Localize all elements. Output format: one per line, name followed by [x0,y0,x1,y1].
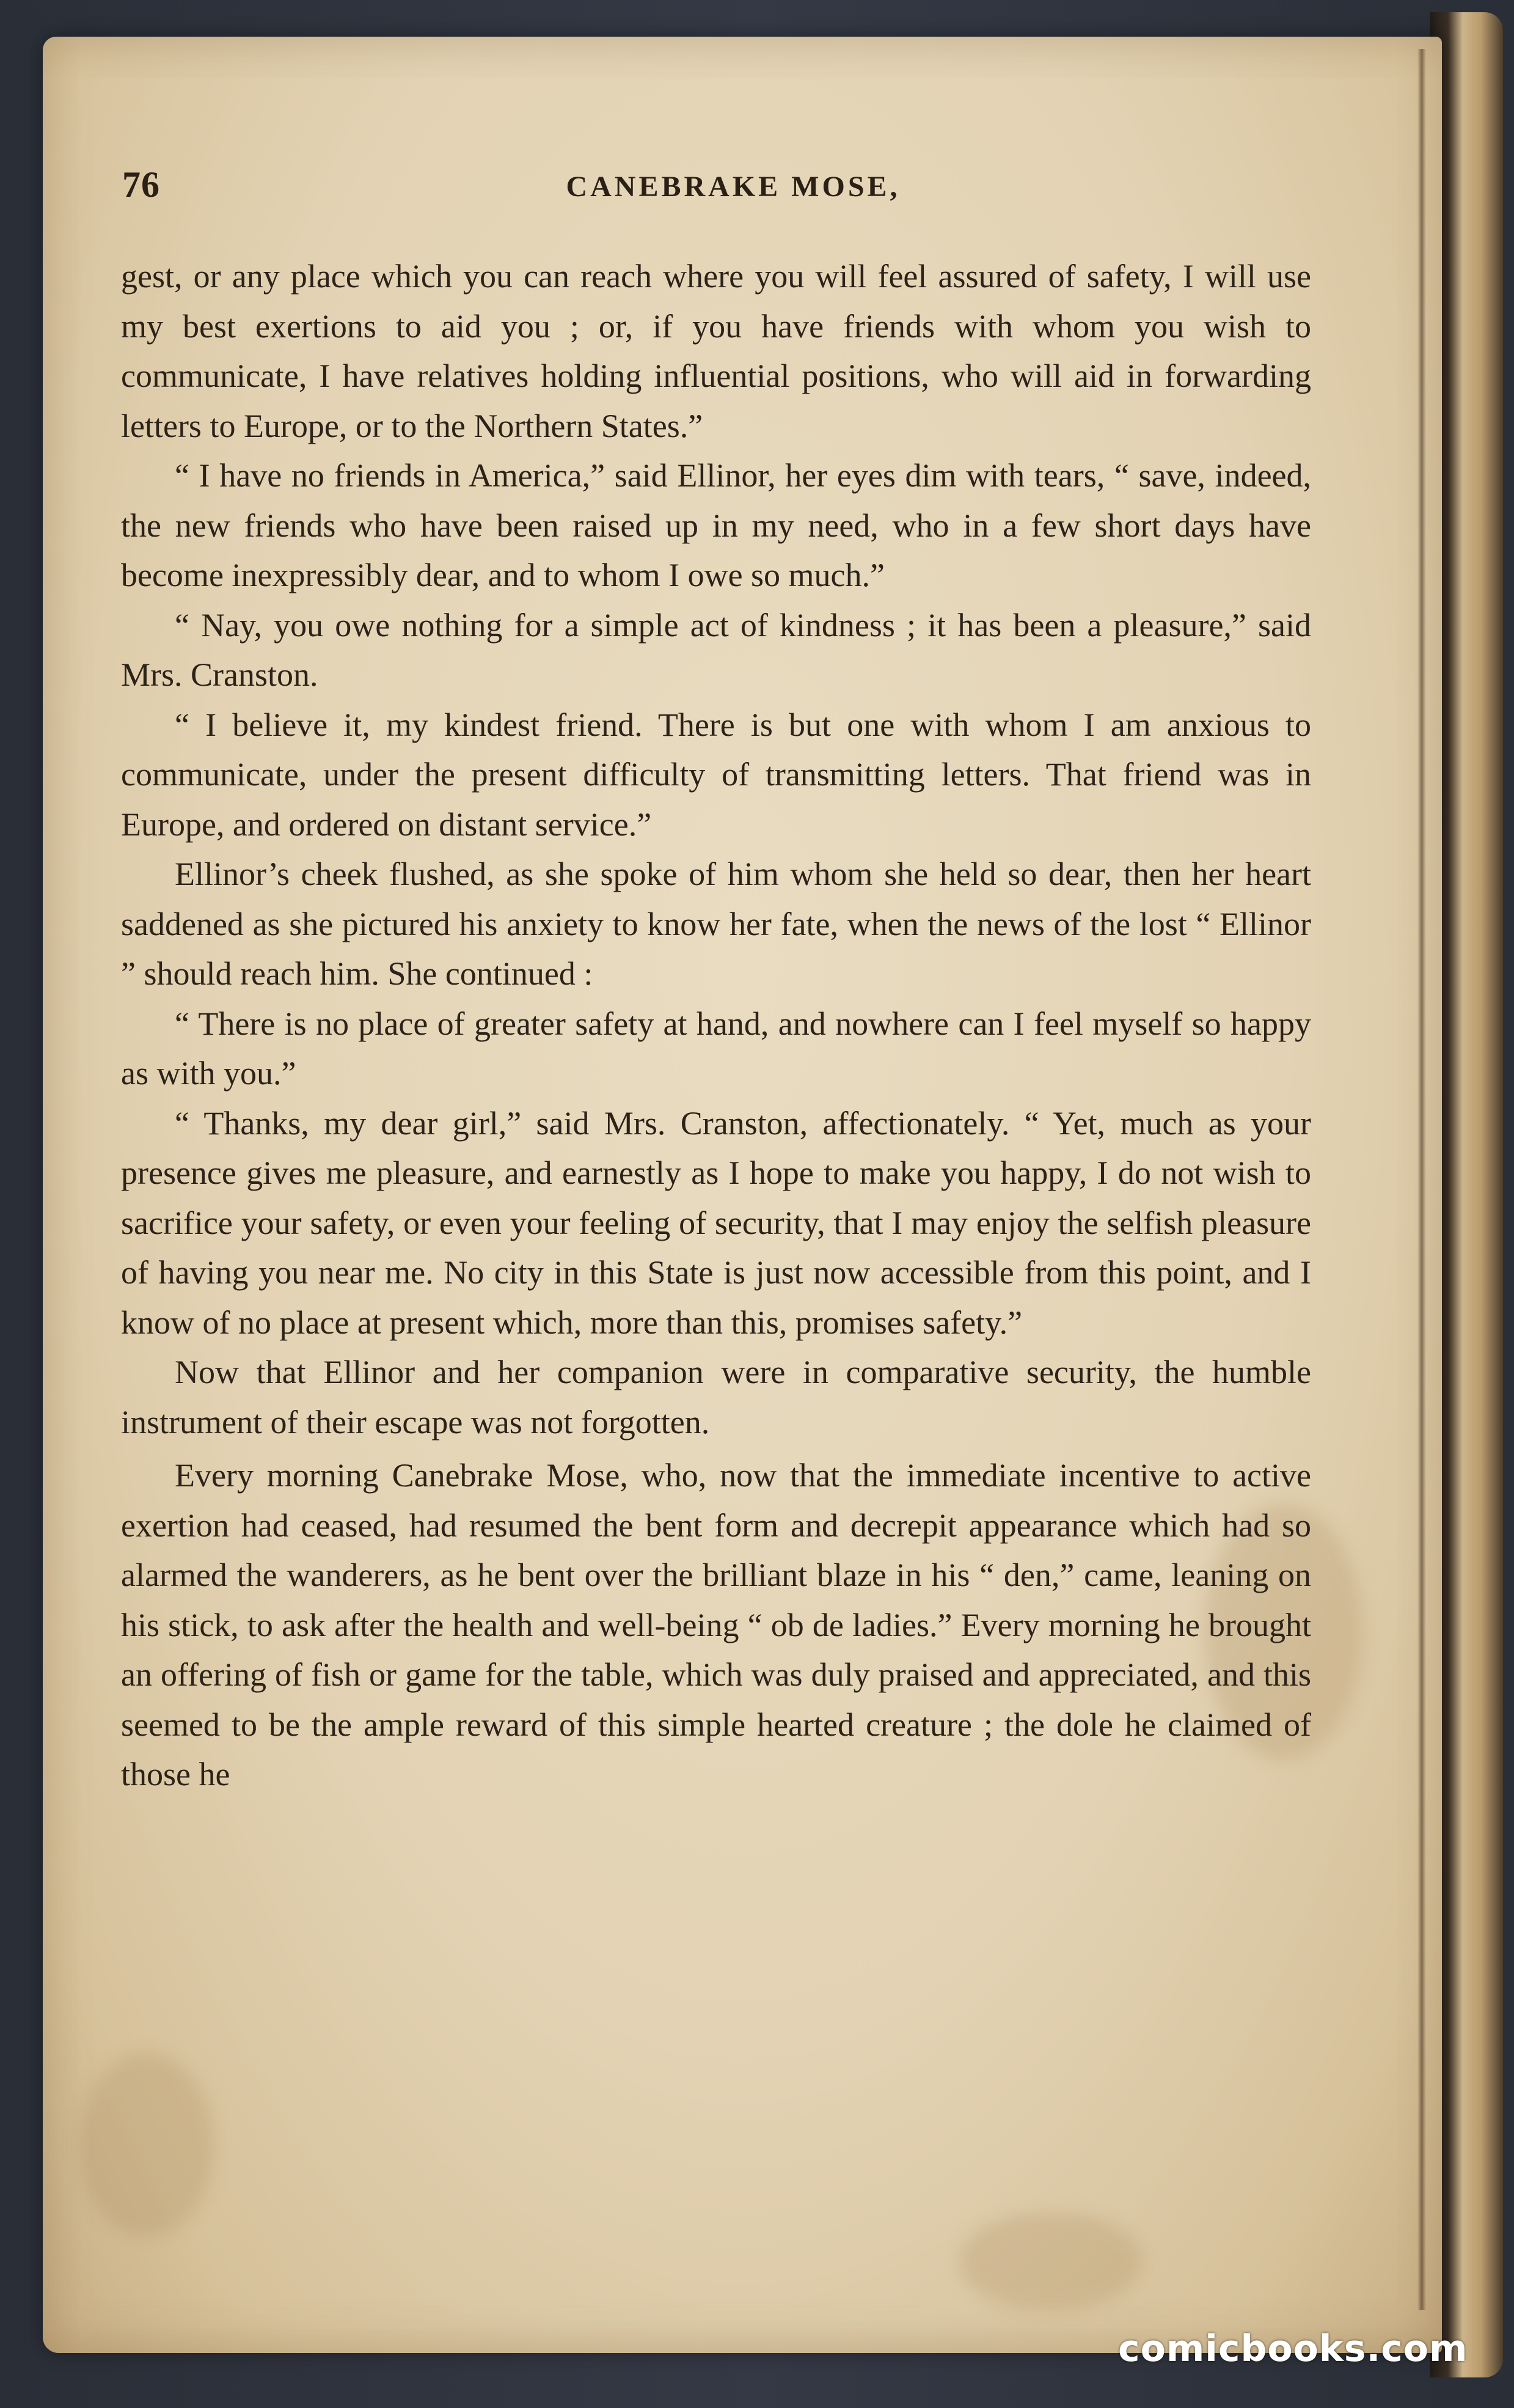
paragraph: “ Thanks, my dear girl,” said Mrs. Cranston, affectionately. “ Yet, much as your presence gives me pleasure, and earnestly as I hope to make you happy, I do not wish to sacrifice your safety, or even your feeling of security, that I may enjoy the selfish pleasure of having you near me. No city in this State is just now accessible from this point, and I know of no place at present which, more than this, promises safety.” [121,1104,1311,1341]
running-head: CANEBRAKE MOSE, [566,171,901,203]
watermark: comicbooks.com [1118,2327,1468,2370]
page-number: 76 [122,164,160,205]
paragraph: Ellinor’s cheek flushed, as she spoke of him whom she held so dear, then her heart saddened as she pictured his anxiety to know her fate, when the news of the lost “ Ellinor ” should reach him. She continued : [121,856,1311,992]
paragraph: “ There is no place of greater safety at hand, and nowhere can I feel myself so happy as with you.” [121,1005,1311,1092]
body-text [121,252,1311,1800]
paragraph: “ I have no friends in America,” said Ellinor, her eyes dim with tears, “ save, indeed, the new friends who have been raised up in my need, who in a few short days have become inexpressibly dear, and to whom I owe so much.” [121,457,1311,593]
paper-stain [959,2212,1143,2310]
paragraph: Now that Ellinor and her companion were in comparative security, the humble instrument of their escape was not forgotten. [121,1354,1311,1441]
paragraph: “ Nay, you owe nothing for a simple act of kindness ; it has been a pleasure,” said Mrs. Cranston. [121,606,1311,693]
page-header [122,164,1344,213]
paragraph: “ I believe it, my kindest friend. There is but one with whom I am anxious to communicate, under the present difficulty of transmitting letters. That friend was in Europe, and ordered on distant service.” [121,706,1311,843]
paragraph: gest, or any place which you can reach where you will feel assured of safety, I will use my best exertions to aid you ; or, if you have friends with whom you wish to communicate, I have relatives holding influential positions, who will aid in forwarding letters to Europe, or to the Northern States.” [121,258,1311,444]
paper-stain [79,2054,214,2237]
paragraph: Every morning Canebrake Mose, who, now that the immediate incentive to active exertion had ceased, had resumed the bent form and decrepit appearance which had so alarmed the wanderers, as he bent over the brilliant blaze in his “ den,” came, leaning on his stick, to ask after the health and well-being “ ob de ladies.” Every morning he brought an offering of fish or game for the table, which was duly praised and appreciated, and this seemed to be the ample reward of this simple hearted creature ; the dole he claimed of those he [121,1457,1311,1793]
page-gutter [1417,49,1426,2310]
